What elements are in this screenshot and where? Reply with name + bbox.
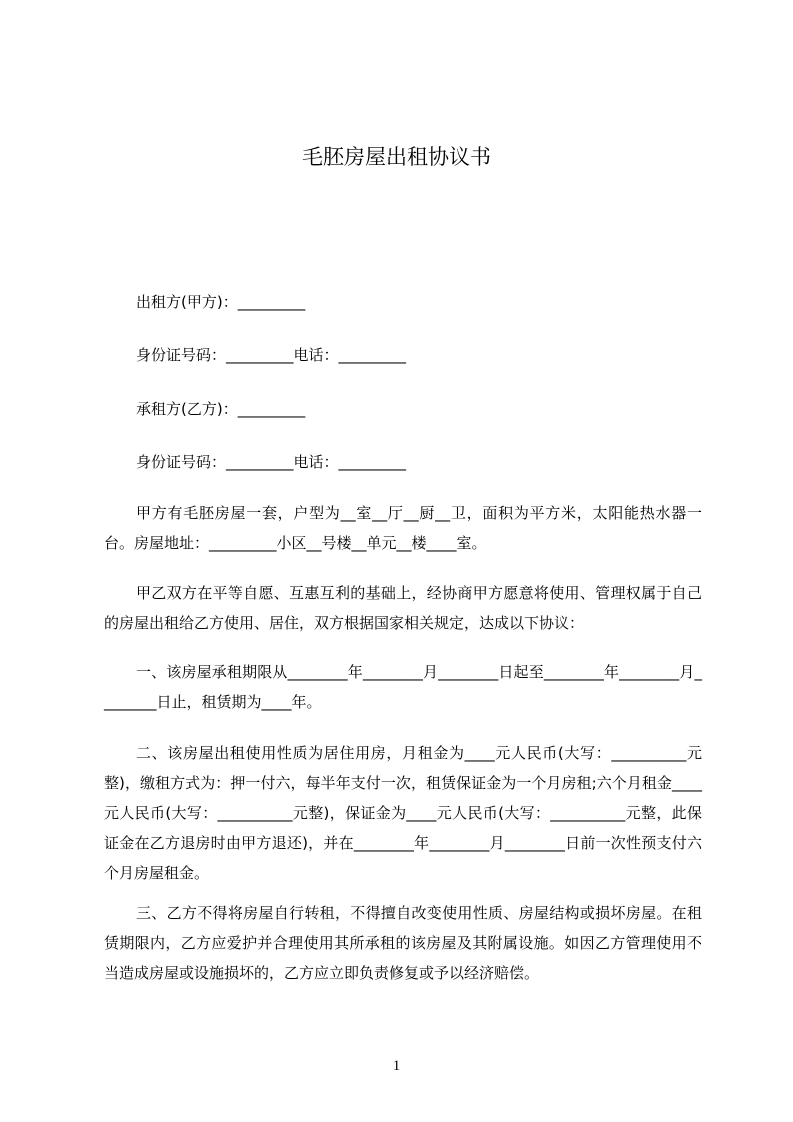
lessee-line: 承租方(乙方)：_________ xyxy=(136,400,306,418)
page-number: 1 xyxy=(392,1058,401,1074)
lessee-id-phone-line: 身份证号码：_________电话：_________ xyxy=(136,453,407,471)
clause-three-usage-obligations: 三、乙方不得将房屋自行转租，不得擅自改变使用性质、房屋结构或损坏房屋。在租赁期限内，乙方应爱护并合理使用其所承租的该房屋及其附属设施。如因乙方管理使用不当造成房屋或设施损坏的，乙方应立即负责修复或予以经济赔偿。 xyxy=(104,904,702,982)
clause-two-rent-payment: 二、该房屋出租使用性质为居住用房，月租金为____元人民币(大写：__________元整)，缴租方式为：押一付六，每半年支付一次，租赁保证金为一个月房租;六个月租金____元人民币(大写：__________元整)，保证金为____元人民币(大写：__________元整，此保证金在乙方退房时由甲方退还)，并在________年________月________日前一次性预支付六个月房屋租金。 xyxy=(104,744,702,882)
lessor-id-phone-line: 身份证号码：_________电话：_________ xyxy=(136,346,407,364)
lessor-line: 出租方(甲方)：_________ xyxy=(136,293,306,311)
document-title: 毛胚房屋出租协议书 xyxy=(302,145,491,169)
clause-one-lease-term: 一、该房屋承租期限从________年________月________日起至________年________月________日止，租赁期为____年。 xyxy=(104,663,702,711)
property-description-paragraph: 甲方有毛胚房屋一套，户型为__室__厅__厨__卫，面积为平方米，太阳能热水器一台。房屋地址：_________小区__号楼__单元__楼____室。 xyxy=(104,504,702,552)
agreement-intro-paragraph: 甲乙双方在平等自愿、互惠互利的基础上，经协商甲方愿意将使用、管理权属于自己的房屋出租给乙方使用、居住，双方根据国家相关规定，达成以下协议： xyxy=(104,584,702,632)
